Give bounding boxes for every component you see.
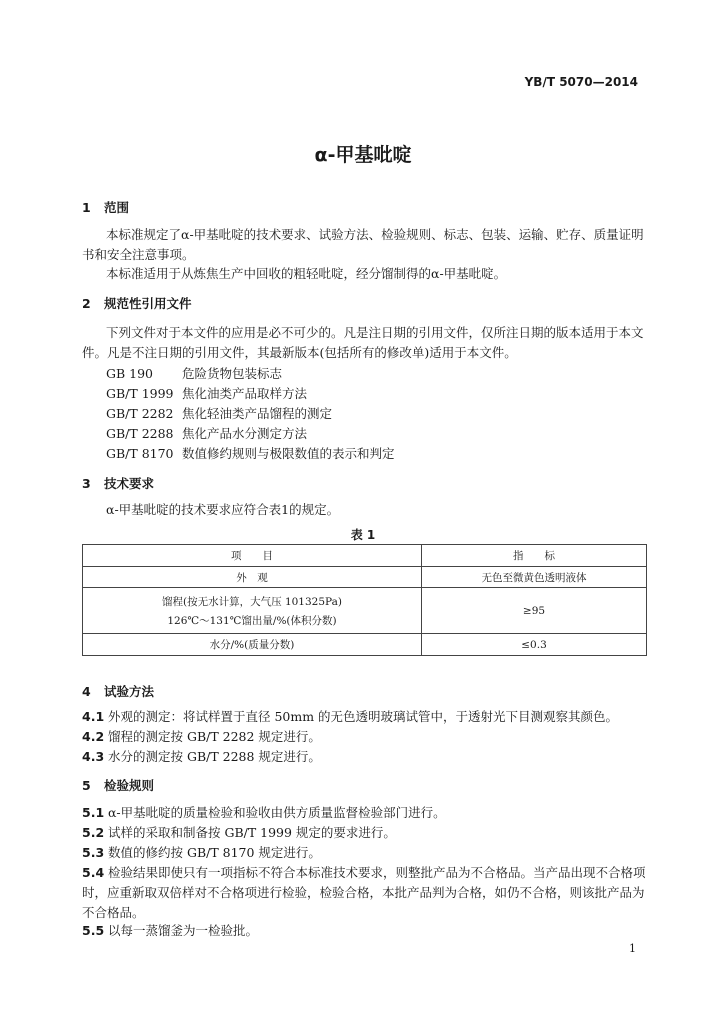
value-cell: 无色至微黄色透明液体 (422, 567, 647, 588)
clause-number: 5.1 (82, 805, 105, 820)
item-cell (83, 588, 422, 634)
reference-code: GB/T 1999 (106, 386, 174, 401)
value-cell: ≥95 (422, 588, 647, 634)
section-title: 检验规则 (104, 778, 155, 793)
reference-name: 危险货物包装标志 (182, 366, 283, 381)
clause-number: 4.3 (82, 749, 105, 764)
reference-code: GB/T 2282 (106, 406, 174, 421)
clause (82, 843, 652, 863)
section-number: 3 (82, 476, 91, 491)
document-title: α-甲基吡啶 (314, 144, 412, 166)
table-row (83, 634, 647, 656)
standard-code: YB/T 5070—2014 (524, 75, 638, 89)
clause (82, 803, 652, 823)
requirements-table (82, 544, 647, 656)
item-cell: 外 观 (83, 567, 422, 588)
section-1-paragraph-2: 本标准适用于从炼焦生产中回收的粗轻吡啶，经分馏制得的α-甲基吡啶。 (106, 266, 507, 281)
clause-text: α-甲基吡啶的质量检验和验收由供方质量监督检验部门进行。 (107, 805, 446, 820)
section-title: 范围 (104, 200, 130, 215)
section-number: 1 (82, 200, 91, 215)
section-2-heading (82, 294, 192, 312)
section-3-heading (82, 474, 154, 492)
clause-text: 馏程的测定按 GB/T 2282 规定进行。 (107, 729, 321, 744)
clause (82, 727, 652, 747)
table-header-row (83, 545, 647, 567)
header-item-cell: 项 目 (83, 545, 422, 567)
clause (82, 863, 652, 923)
reference-item (106, 404, 332, 422)
reference-name: 焦化产品水分测定方法 (182, 426, 308, 441)
section-number: 2 (82, 296, 91, 311)
clause-text: 水分的测定按 GB/T 2288 规定进行。 (107, 749, 321, 764)
section-title: 规范性引用文件 (104, 296, 192, 311)
table-caption: 表 1 (350, 528, 376, 542)
section-number: 5 (82, 778, 91, 793)
clause-number: 5.3 (82, 845, 105, 860)
section-1-heading (82, 198, 129, 216)
clause (82, 747, 652, 767)
table-row (83, 588, 647, 634)
value-cell: ≤0.3 (422, 634, 647, 656)
reference-item (106, 364, 282, 382)
item-cell: 水分/%(质量分数) (83, 634, 422, 656)
section-1-paragraph-1: 本标准规定了α-甲基吡啶的技术要求、试验方法、检验规则、标志、包装、运输、贮存、质量证明书和安全注意事项。 (82, 227, 644, 262)
clause-number: 5.2 (82, 825, 105, 840)
header-index-cell: 指 标 (422, 545, 647, 567)
clause-text: 数值的修约按 GB/T 8170 规定进行。 (107, 845, 321, 860)
clause-number: 5.4 (82, 865, 105, 880)
section-2-paragraph-1: 下列文件对于本文件的应用是必不可少的。凡是注日期的引用文件，仅所注日期的版本适用于本文件。凡是不注日期的引用文件，其最新版本(包括所有的修改单)适用于本文件。 (82, 325, 644, 360)
reference-item (106, 424, 307, 442)
reference-item (106, 384, 307, 402)
page-number: 1 (629, 942, 636, 955)
section-title: 试验方法 (104, 684, 155, 699)
item-line: 馏程(按无水计算，大气压 101325Pa) (162, 595, 342, 608)
section-title: 技术要求 (104, 476, 155, 491)
reference-code: GB/T 8170 (106, 446, 174, 461)
clause (82, 823, 652, 843)
reference-name: 焦化轻油类产品馏程的测定 (182, 406, 333, 421)
reference-code: GB/T 2288 (106, 426, 174, 441)
section-3-paragraph-1: α-甲基吡啶的技术要求应符合表1的规定。 (106, 502, 340, 517)
clause-text: 检验结果即使只有一项指标不符合本标准技术要求，则整批产品为不合格品。当产品出现不合格项时，应重新取双倍样对不合格项进行检验，检验合格，本批产品判为合格，如仍不合格，则该批产品为不合格品。 (82, 865, 646, 920)
section-number: 4 (82, 684, 91, 699)
clause (82, 707, 652, 727)
table-row (83, 567, 647, 588)
item-line: 126℃～131℃馏出量/%(体积分数) (167, 614, 337, 627)
reference-name: 数值修约规则与极限数值的表示和判定 (182, 446, 395, 461)
reference-item (106, 444, 395, 462)
reference-code: GB 190 (106, 366, 154, 381)
clause-number: 4.1 (82, 709, 105, 724)
clause-number: 5.5 (82, 923, 105, 938)
clause (82, 921, 652, 941)
clause-text: 试样的采取和制备按 GB/T 1999 规定的要求进行。 (107, 825, 396, 840)
section-4-heading (82, 682, 154, 700)
reference-name: 焦化油类产品取样方法 (182, 386, 308, 401)
clause-text: 外观的测定：将试样置于直径 50mm 的无色透明玻璃试管中，于透射光下目测观察其颜色。 (107, 709, 619, 724)
clause-number: 4.2 (82, 729, 105, 744)
section-5-heading (82, 776, 154, 794)
clause-text: 以每一蒸馏釜为一检验批。 (107, 923, 258, 938)
